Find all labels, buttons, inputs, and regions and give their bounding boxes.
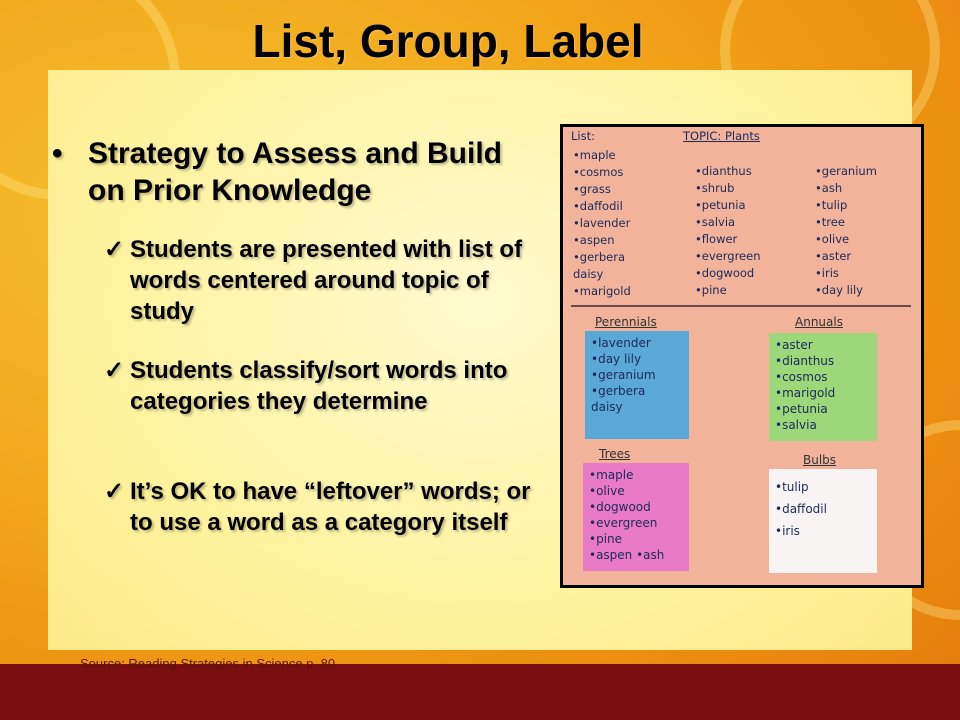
list-word: •evergreen (695, 249, 761, 263)
group-word: •daffodil (775, 502, 827, 516)
group-word: •evergreen (589, 516, 658, 530)
list-word: •salvia (695, 215, 736, 229)
list-word: •flower (695, 232, 738, 246)
group-word: •lavender (591, 336, 651, 350)
list-word: •olive (815, 232, 850, 246)
group-word: •olive (589, 484, 625, 498)
group-label-bulbs: Bulbs (803, 453, 837, 467)
list-word: •shrub (695, 181, 735, 195)
checkmark-icon: ✓ (104, 236, 125, 263)
list-word: •dianthus (695, 164, 752, 178)
group-word: •petunia (775, 402, 828, 416)
list-word: •marigold (573, 284, 631, 298)
list-word: •tulip (815, 198, 848, 212)
group-label-perennials: Perennials (595, 315, 657, 329)
list-word: •cosmos (573, 165, 624, 179)
group-word: •dogwood (589, 500, 651, 514)
group-word: •cosmos (775, 370, 828, 384)
group-word: •aster (775, 338, 813, 352)
footer-bar (0, 664, 960, 720)
checkmark-icon: ✓ (104, 478, 125, 505)
subpoint-2 (104, 355, 544, 417)
group-word: •salvia (775, 418, 817, 432)
note-annuals (769, 333, 877, 441)
subpoint-1 (104, 234, 544, 327)
word-list-col-1 (573, 147, 631, 300)
group-word: •gerbera (591, 384, 646, 398)
subpoint-text: Students are presented with list of words centered around topic of study (130, 236, 523, 325)
group-word: daisy (591, 400, 623, 414)
main-bullet (52, 135, 522, 209)
group-label-trees: Trees (599, 447, 631, 461)
note-trees (583, 463, 689, 571)
list-word: •pine (695, 283, 727, 297)
group-word: •iris (775, 524, 800, 538)
group-word: •aspen •ash (589, 548, 665, 562)
list-word: •ash (815, 181, 843, 195)
main-bullet-text: Strategy to Assess and Build on Prior Knowledge (88, 137, 502, 207)
word-list-col-2 (695, 163, 760, 299)
list-label: List: (571, 129, 595, 143)
source-citation: Source: Reading Strategies in Science p. 80 (80, 656, 336, 671)
group-word: •marigold (775, 386, 836, 400)
group-word: •tulip (775, 480, 809, 494)
list-word: •geranium (815, 164, 877, 178)
group-word: •day lily (591, 352, 642, 366)
list-word: •iris (815, 266, 839, 280)
word-list-col-3 (815, 163, 877, 299)
divider-line (571, 305, 911, 307)
subpoint-text: It’s OK to have “leftover” words; or to use a word as a category itself (130, 478, 531, 536)
list-word: •aster (815, 249, 852, 263)
subpoint-text: Students classify/sort words into categories they determine (130, 357, 508, 415)
list-word: •petunia (695, 198, 746, 212)
topic-label: TOPIC: Plants (683, 129, 760, 143)
list-word: •lavender (573, 216, 631, 230)
list-word: •daffodil (573, 199, 623, 213)
list-word: •maple (573, 148, 616, 162)
list-word: daisy (573, 267, 604, 281)
list-word: •tree (815, 215, 845, 229)
group-word: •dianthus (775, 354, 835, 368)
group-label-annuals: Annuals (795, 315, 843, 329)
bullet-dot: • (52, 137, 63, 170)
subpoint-3 (104, 476, 544, 538)
slide-title: List, Group, Label (252, 15, 644, 67)
group-word: •pine (589, 532, 623, 546)
list-word: •aspen (573, 233, 615, 247)
list-word: •day lily (815, 283, 863, 297)
chart-paper-photo (560, 124, 924, 588)
list-word: •gerbera (573, 250, 626, 264)
note-perennials (585, 331, 689, 439)
checkmark-icon: ✓ (104, 357, 125, 384)
list-word: •dogwood (695, 266, 755, 280)
list-word: •grass (573, 182, 611, 196)
group-word: •geranium (591, 368, 656, 382)
group-word: •maple (589, 468, 634, 482)
note-bulbs (769, 469, 877, 573)
